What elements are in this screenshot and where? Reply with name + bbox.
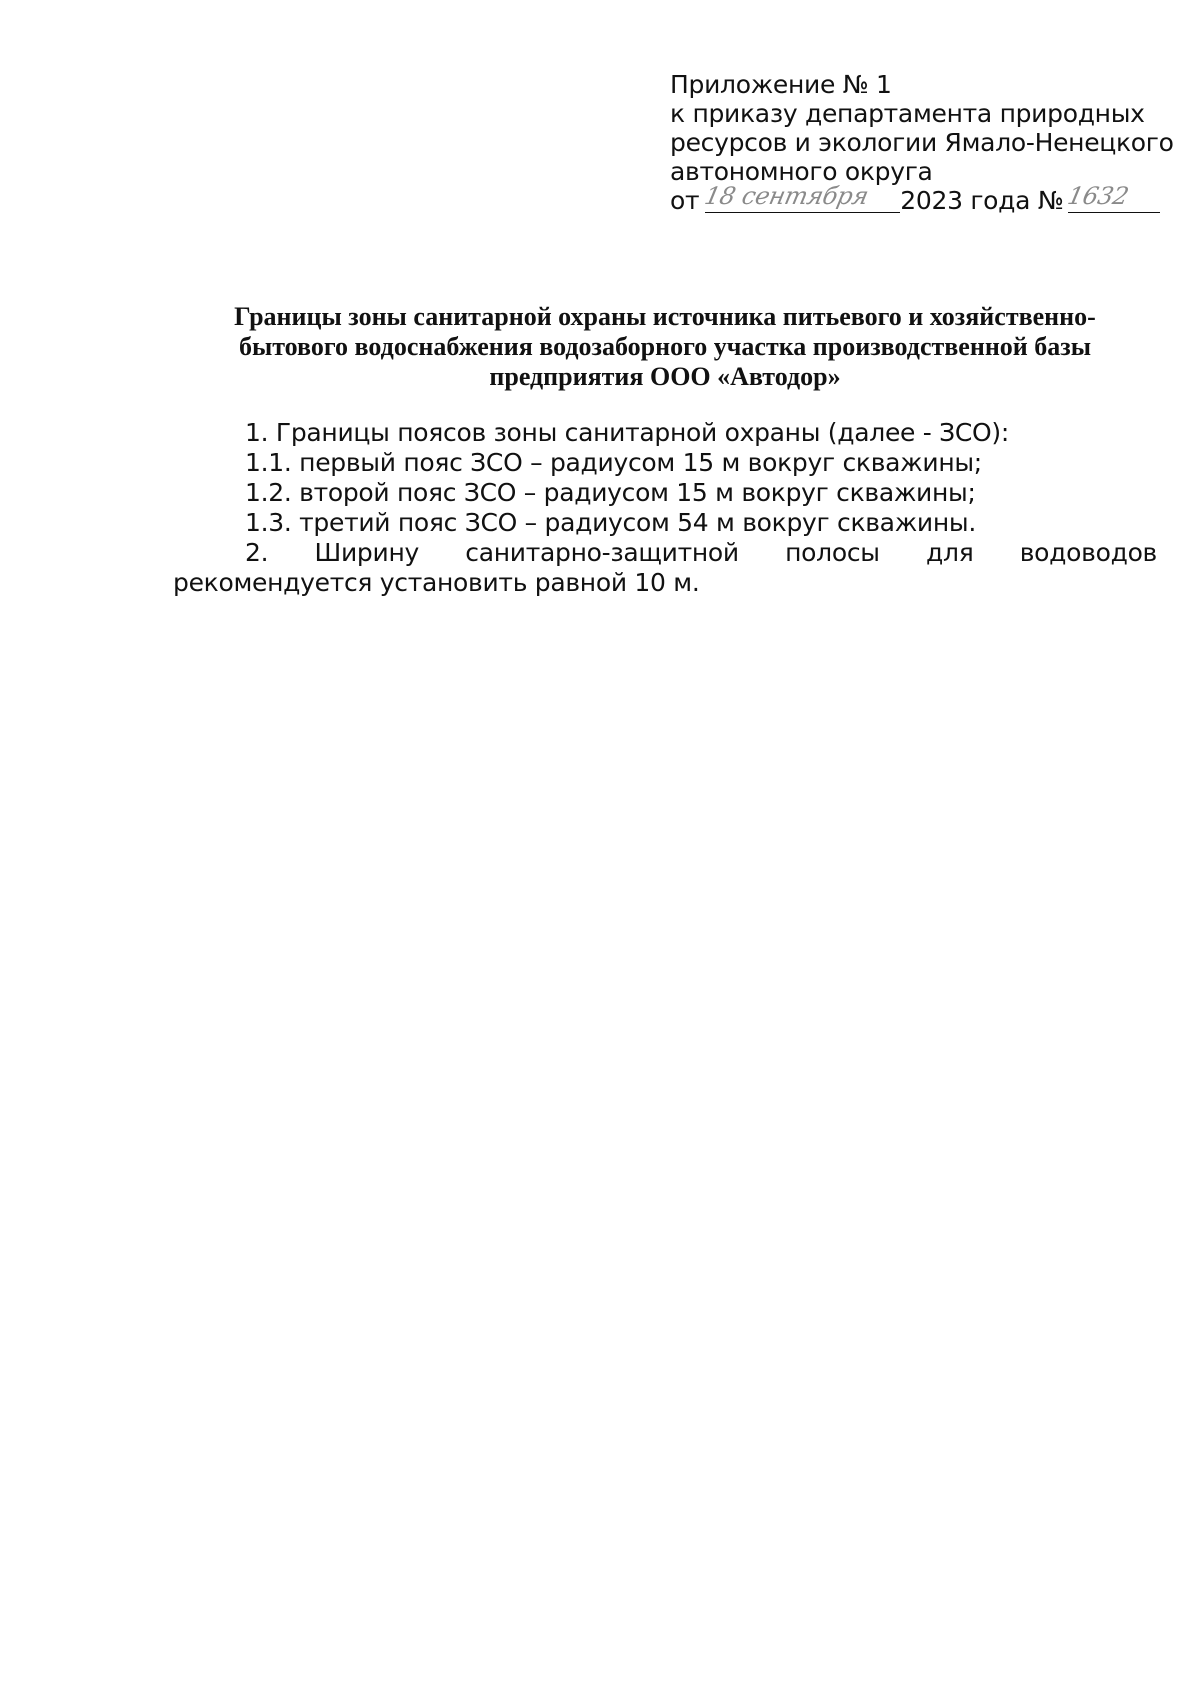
title-line-2: бытового водоснабжения водозаборного участка производственной базы [238,332,1092,361]
appendix-order-ref: к приказу департамента природных [670,99,1145,128]
handwritten-number: 1632 [1064,182,1131,210]
paragraph-1-2: 1.2. второй пояс ЗСО – радиусом 15 м вокруг скважины; [245,478,976,507]
paragraph-2: 2. Ширину санитарно-защитной полосы для водоводов рекомендуется установить равной 10 м. [173,538,1157,597]
document-body [173,418,1157,598]
number-blank [1064,182,1160,213]
paragraph-1: 1. Границы поясов зоны санитарной охраны (далее - ЗСО): [245,418,1009,447]
title-line-3: предприятия ООО «Автодор» [489,362,841,391]
appendix-title: Приложение № 1 [670,70,892,99]
appendix-department: ресурсов и экологии Ямало-Ненецкого [670,128,1174,157]
paragraph-1-1: 1.1. первый пояс ЗСО – радиусом 15 м вокруг скважины; [245,448,982,477]
appendix-header [670,70,1174,215]
document-title [170,302,1160,392]
handwritten-date: 18 сентября [702,182,872,210]
from-label: от [670,186,700,215]
appendix-region: автономного округа [670,157,933,186]
paragraph-1-3: 1.3. третий пояс ЗСО – радиусом 54 м вокруг скважины. [245,508,977,537]
title-line-1: Границы зоны санитарной охраны источника питьевого и хозяйственно- [234,302,1096,331]
order-date-line [670,182,1150,215]
date-blank [702,182,900,213]
year-label: 2023 года № [900,186,1064,215]
